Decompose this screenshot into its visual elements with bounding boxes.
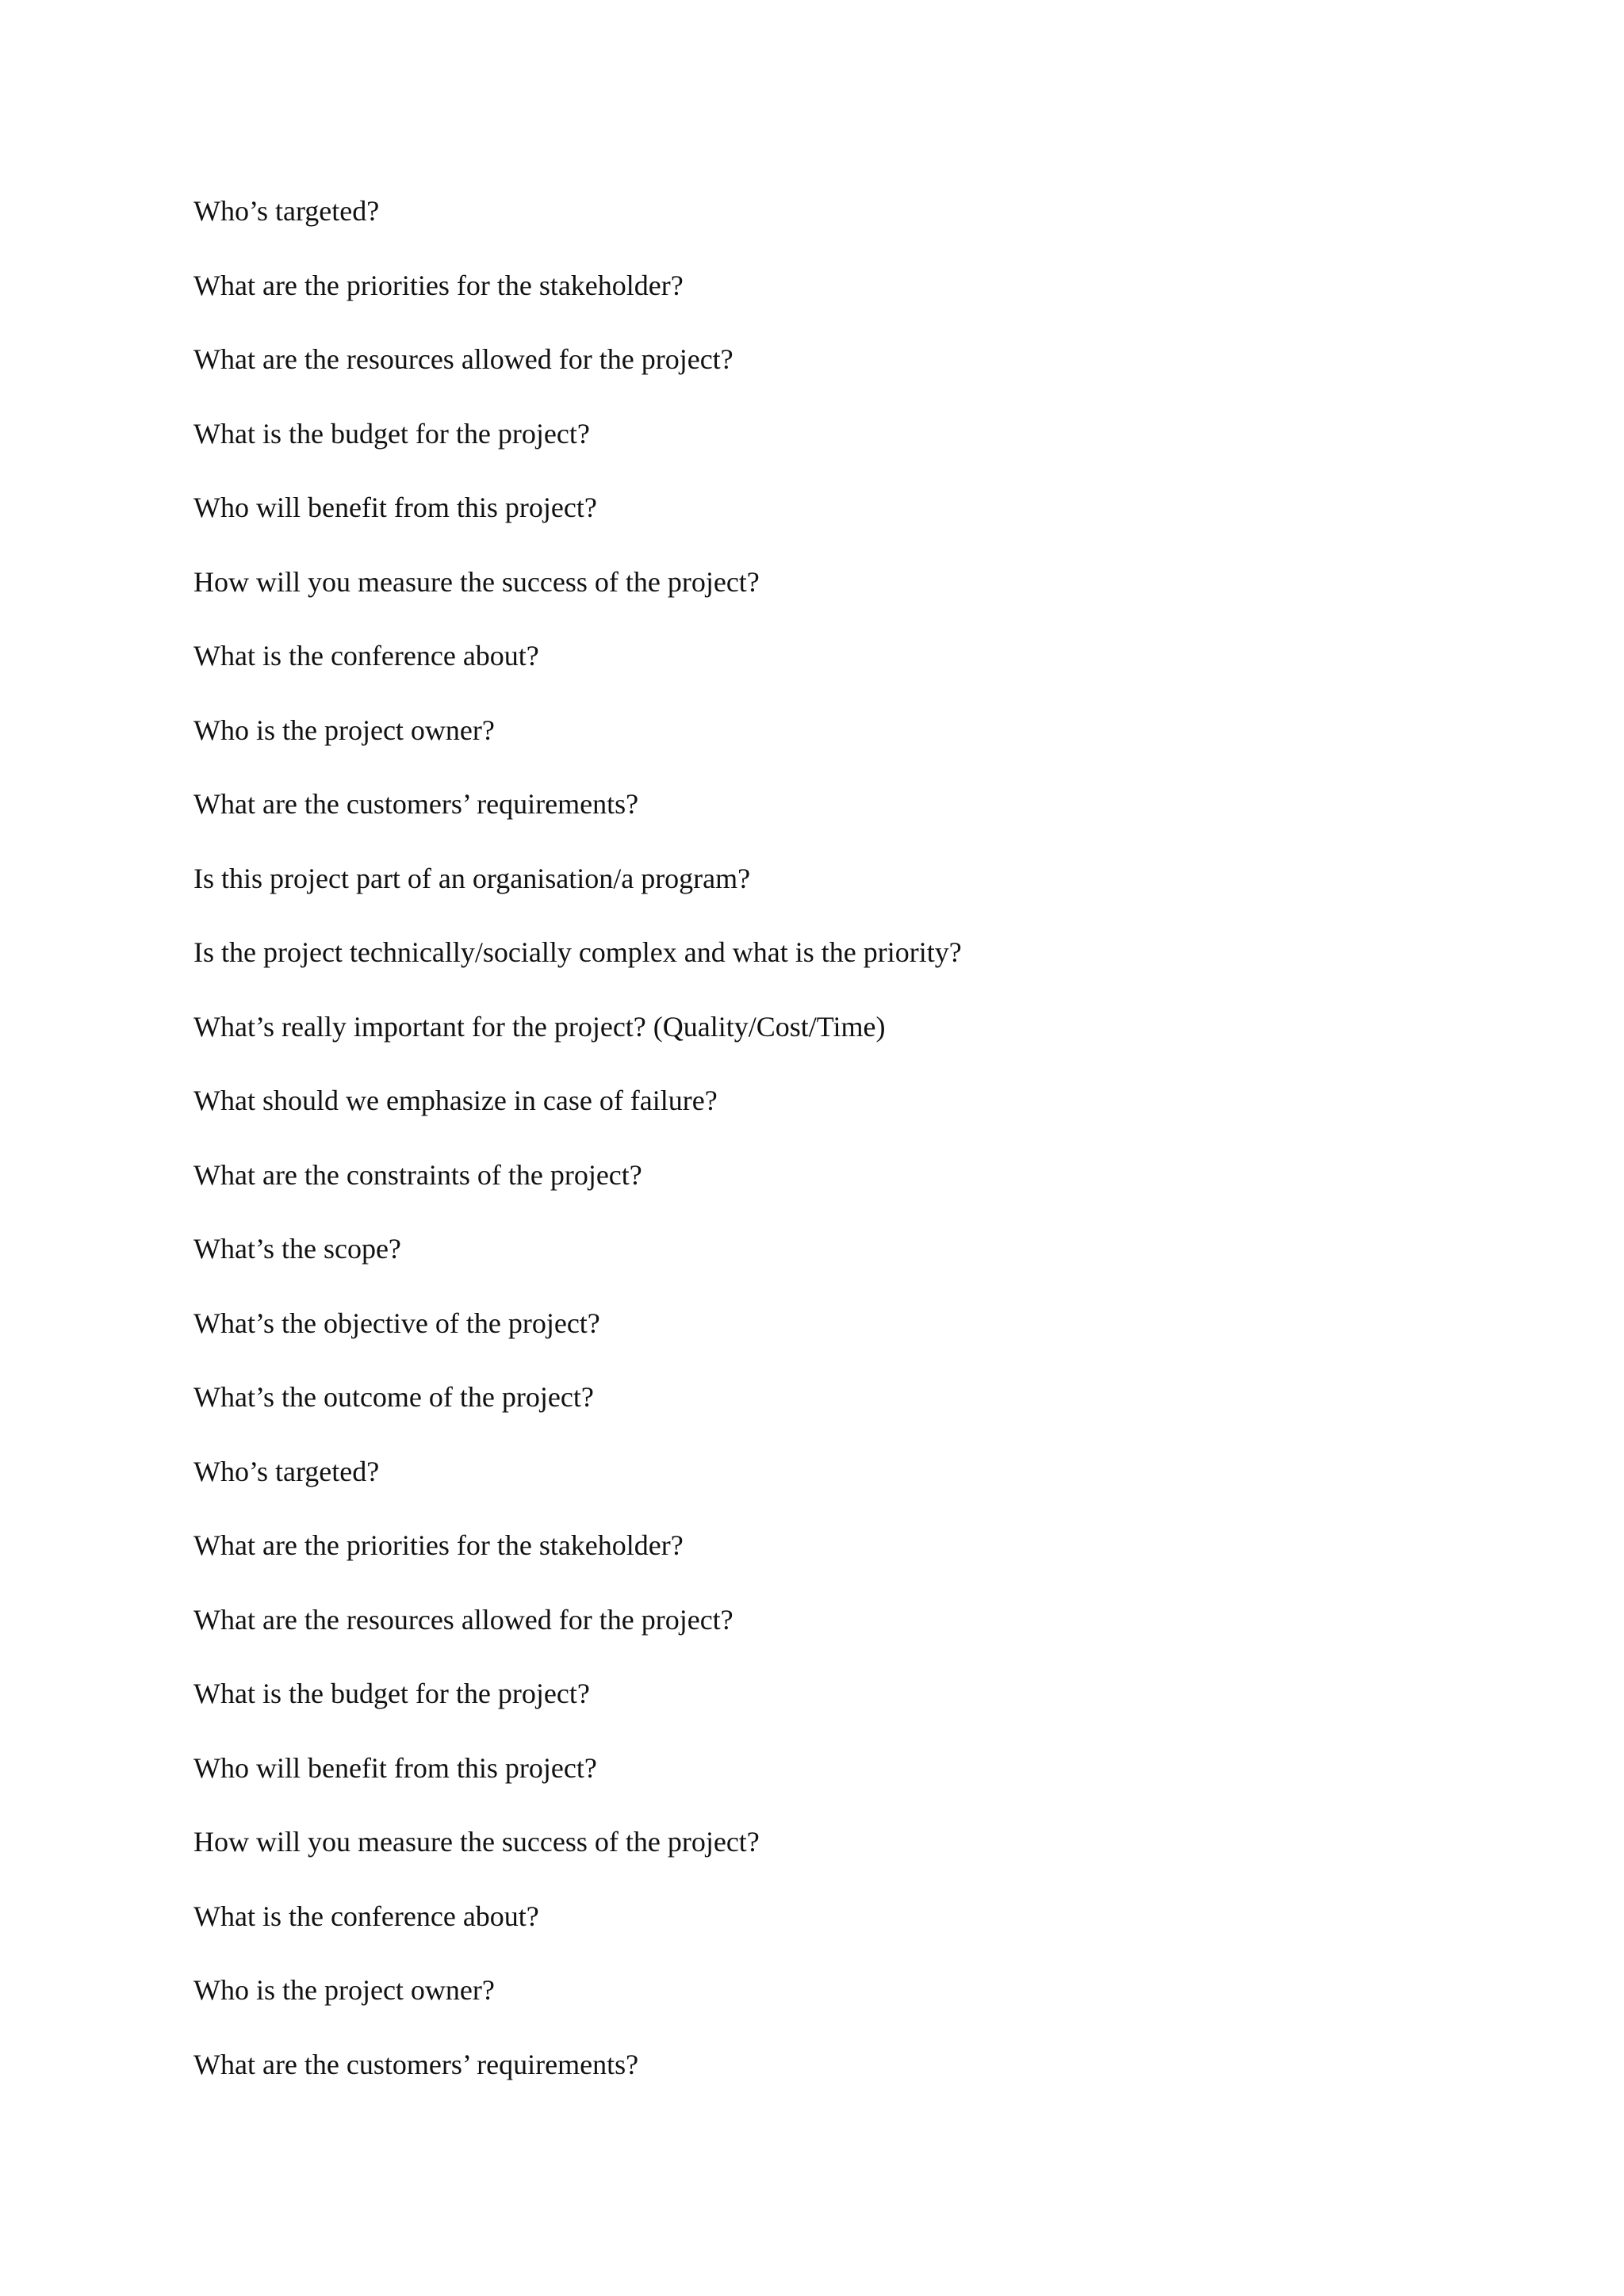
question-line: Who’s targeted?: [193, 195, 380, 227]
question-line: What is the budget for the project?: [193, 417, 590, 450]
question-line: What’s the scope?: [193, 1233, 401, 1265]
question-line: How will you measure the success of the project?: [193, 565, 760, 598]
question-line: What’s really important for the project? (Quality/Cost/Time): [193, 1010, 886, 1043]
question-line: What is the conference about?: [193, 640, 539, 672]
question-line: What’s the objective of the project?: [193, 1307, 600, 1339]
question-line: What are the customers’ requirements?: [193, 2048, 639, 2080]
question-line: Who’s targeted?: [193, 1455, 380, 1487]
question-line: Is the project technically/socially complex and what is the priority?: [193, 936, 962, 968]
question-line: What are the resources allowed for the project?: [193, 343, 733, 375]
question-line: What should we emphasize in case of failure?: [193, 1085, 718, 1116]
question-line: Who is the project owner?: [193, 714, 495, 746]
question-line: Who will benefit from this project?: [193, 492, 597, 523]
question-line: Is this project part of an organisation/a program?: [193, 862, 751, 894]
question-line: What are the customers’ requirements?: [193, 788, 639, 820]
question-line: Who is the project owner?: [193, 1974, 495, 2006]
question-line: What are the resources allowed for the project?: [193, 1603, 733, 1636]
question-line: Who will benefit from this project?: [193, 1751, 597, 1784]
question-line: What’s the outcome of the project?: [193, 1381, 594, 1413]
question-line: How will you measure the success of the project?: [193, 1826, 760, 1858]
question-list: [193, 187, 962, 2114]
question-line: What is the conference about?: [193, 1900, 539, 1932]
question-line: What are the priorities for the stakeholder?: [193, 1529, 684, 1561]
question-line: What are the constraints of the project?: [193, 1158, 642, 1191]
question-line: What is the budget for the project?: [193, 1678, 590, 1709]
question-line: What are the priorities for the stakeholder?: [193, 269, 684, 301]
